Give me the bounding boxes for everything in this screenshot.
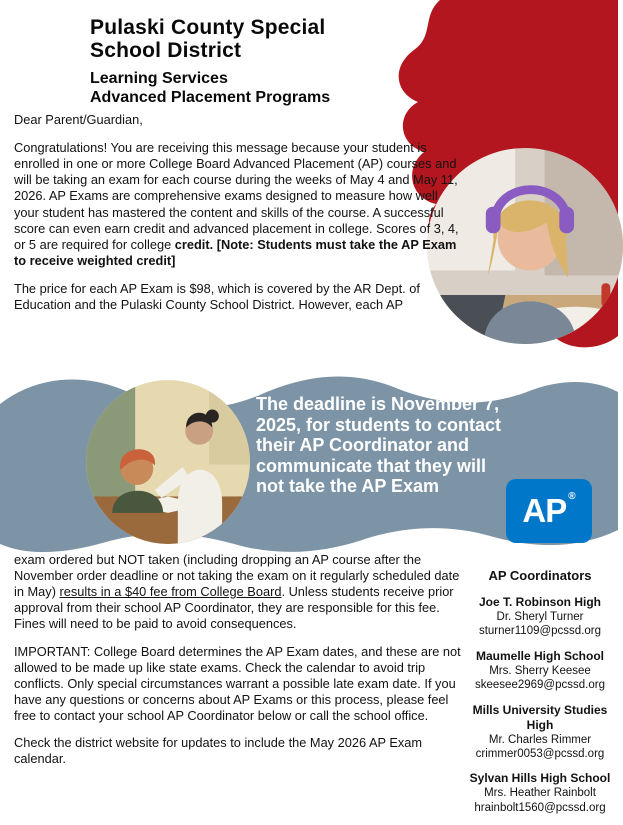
coordinator-email: hrainbolt1560@pcssd.org xyxy=(474,801,606,814)
ap-logo xyxy=(506,479,592,543)
paragraph-3 xyxy=(14,552,472,633)
coordinator-entry xyxy=(466,595,614,639)
salutation: Dear Parent/Guardian, xyxy=(14,112,143,127)
coordinator-name: Mrs. Sherry Keesee xyxy=(489,664,591,677)
paragraph-1-bold-note: credit. [Note: Students must take the AP Exam to receive weighted credit] xyxy=(14,236,457,268)
classroom-photo xyxy=(86,380,250,544)
program-subtitle xyxy=(90,70,510,107)
coordinator-school: Mills University Studies High xyxy=(472,702,608,732)
paragraph-2: The price for each AP Exam is $98, which is covered by the AR Dept. of Education and the Pulaski County School District. However, each AP xyxy=(14,280,420,313)
coordinator-entry xyxy=(466,649,614,693)
paragraph-3-text-b: . Unless students receive prior approval from their school AP Coordinator, they are responsible for this fee. Fines will need to be paid to avoid consequences. xyxy=(14,584,454,632)
letter-top xyxy=(14,112,464,313)
paragraph-4: IMPORTANT: College Board determines the AP Exam dates, and these are not allowed to be made up like state exams. Check the calendar to avoid trip conflicts. Only special circumstances warrant a possible late exam date. If you have any questions or concerns about AP Exams or this process, please feel free to contact your school AP Coordinator below or call the school office. xyxy=(14,643,461,723)
paragraph-3-text-a: exam ordered but NOT taken (including dropping an AP course after the November order deadline or not taking the exam on it regularly scheduled date in May) xyxy=(14,552,460,600)
coordinator-name: Mr. Charles Rimmer xyxy=(488,733,592,746)
district-title-line1: Pulaski County Special xyxy=(90,16,326,39)
paragraph-1 xyxy=(14,140,464,269)
paragraph-5: Check the district website for updates to include the May 2026 AP Exam calendar. xyxy=(14,735,423,767)
coordinator-email: crimmer0053@pcssd.org xyxy=(475,747,605,760)
coordinator-email: skeesee2969@pcssd.org xyxy=(475,679,605,692)
subtitle-line1: Learning Services xyxy=(90,70,228,88)
ap-logo-text: AP xyxy=(522,492,567,529)
coordinators-heading: AP Coordinators xyxy=(488,568,592,583)
district-title-line2: School District xyxy=(90,39,242,63)
ap-logo-registered-mark: ® xyxy=(568,491,576,502)
header xyxy=(90,16,510,107)
coordinator-school: Sylvan Hills High School xyxy=(469,771,611,786)
subtitle-line2: Advanced Placement Programs xyxy=(90,88,331,106)
paragraph-1-text: Congratulations! You are receiving this message because your student is enrolled in one or more College Board Advanced Placement (AP) courses and will be taking an exam for each course during the weeks of May 4 and May 11, 2026. AP Exams are comprehensive exams designed to measure how well your student has mastered the content and skills of the course. A successful score can even earn credit and advanced placement in college. Scores of 3, 4, or 5 are required for college xyxy=(14,140,459,252)
letter-bottom xyxy=(14,552,472,767)
coordinator-school: Joe T. Robinson High xyxy=(479,595,601,609)
coordinator-name: Mrs. Heather Rainbolt xyxy=(484,787,596,800)
coordinator-name: Dr. Sheryl Turner xyxy=(496,611,584,623)
coordinator-entry xyxy=(466,771,614,815)
paragraph-3-underlined-fee: results in a $40 fee from College Board xyxy=(59,584,282,600)
coordinator-email: sturner1109@pcssd.org xyxy=(478,625,602,638)
classroom-photo-illustration xyxy=(86,380,250,544)
coordinator-entry xyxy=(466,703,614,762)
coordinators-sidebar xyxy=(466,568,614,825)
coordinator-school: Maumelle High School xyxy=(475,648,604,663)
deadline-banner-text: The deadline is November 7, 2025, for students to contact their AP Coordinator and communicate that they will not take the AP Exam xyxy=(256,394,502,497)
